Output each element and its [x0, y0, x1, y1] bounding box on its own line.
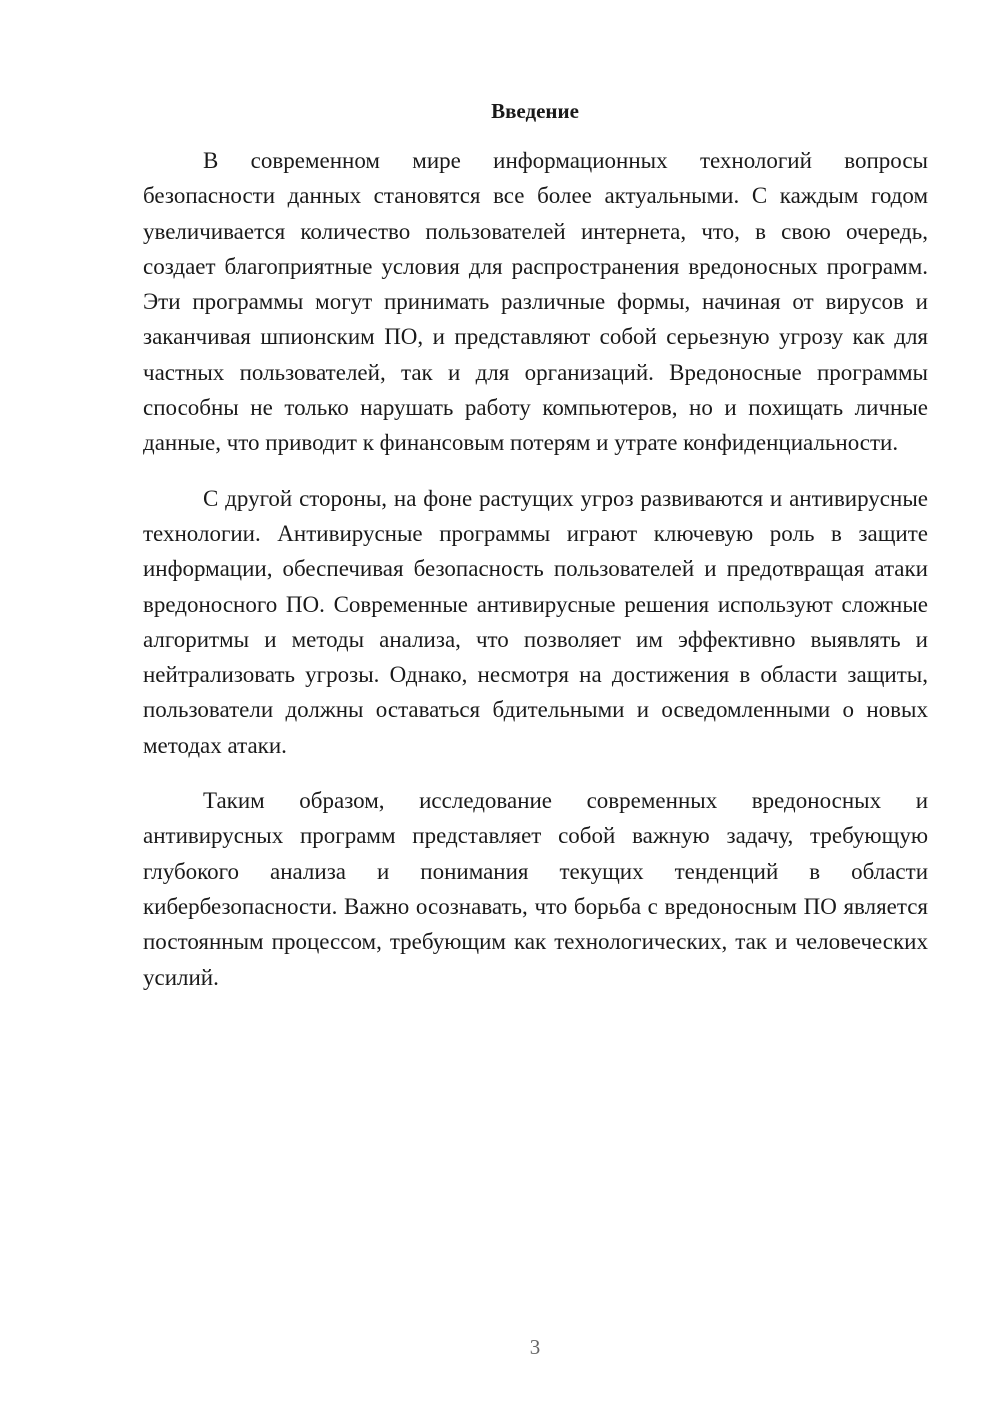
page-number: 3 — [529, 1335, 541, 1359]
document-body — [143, 143, 928, 1015]
paragraph-1: В современном мире информационных технологий вопросы безопасности данных становятся все более актуальными. С каждым годом увеличивается количество пользователей интернета, что, в свою очередь, создает благоприятные условия для распространения вредоносных программ. Эти программы могут принимать различные формы, начиная от вирусов и заканчивая шпионским ПО, и представляют собой серьезную угрозу как для частных пользователей, так и для организаций. Вредоносные программы способны не только нарушать работу компьютеров, но и похищать личные данные, что приводит к финансовым потерям и утрате конфиденциальности. — [143, 148, 928, 456]
section-heading: Введение — [491, 99, 579, 123]
paragraph-2: С другой стороны, на фоне растущих угроз развиваются и антивирусные технологии. Антивирусные программы играют ключевую роль в защите информации, обеспечивая безопасность пользователей и предотвращая атаки вредоносного ПО. Современные антивирусные решения используют сложные алгоритмы и методы анализа, что позволяет им эффективно выявлять и нейтрализовать угрозы. Однако, несмотря на достижения в области защиты, пользователи должны оставаться бдительными и осведомленными о новых методах атаки. — [143, 485, 928, 758]
paragraph-3: Таким образом, исследование современных вредоносных и антивирусных программ представляет собой важную задачу, требующую глубокого анализа и понимания текущих тенденций в области кибербезопасности. Важно осознавать, что борьба с вредоносным ПО является постоянным процессом, требующим как технологических, так и человеческих усилий. — [143, 788, 928, 990]
